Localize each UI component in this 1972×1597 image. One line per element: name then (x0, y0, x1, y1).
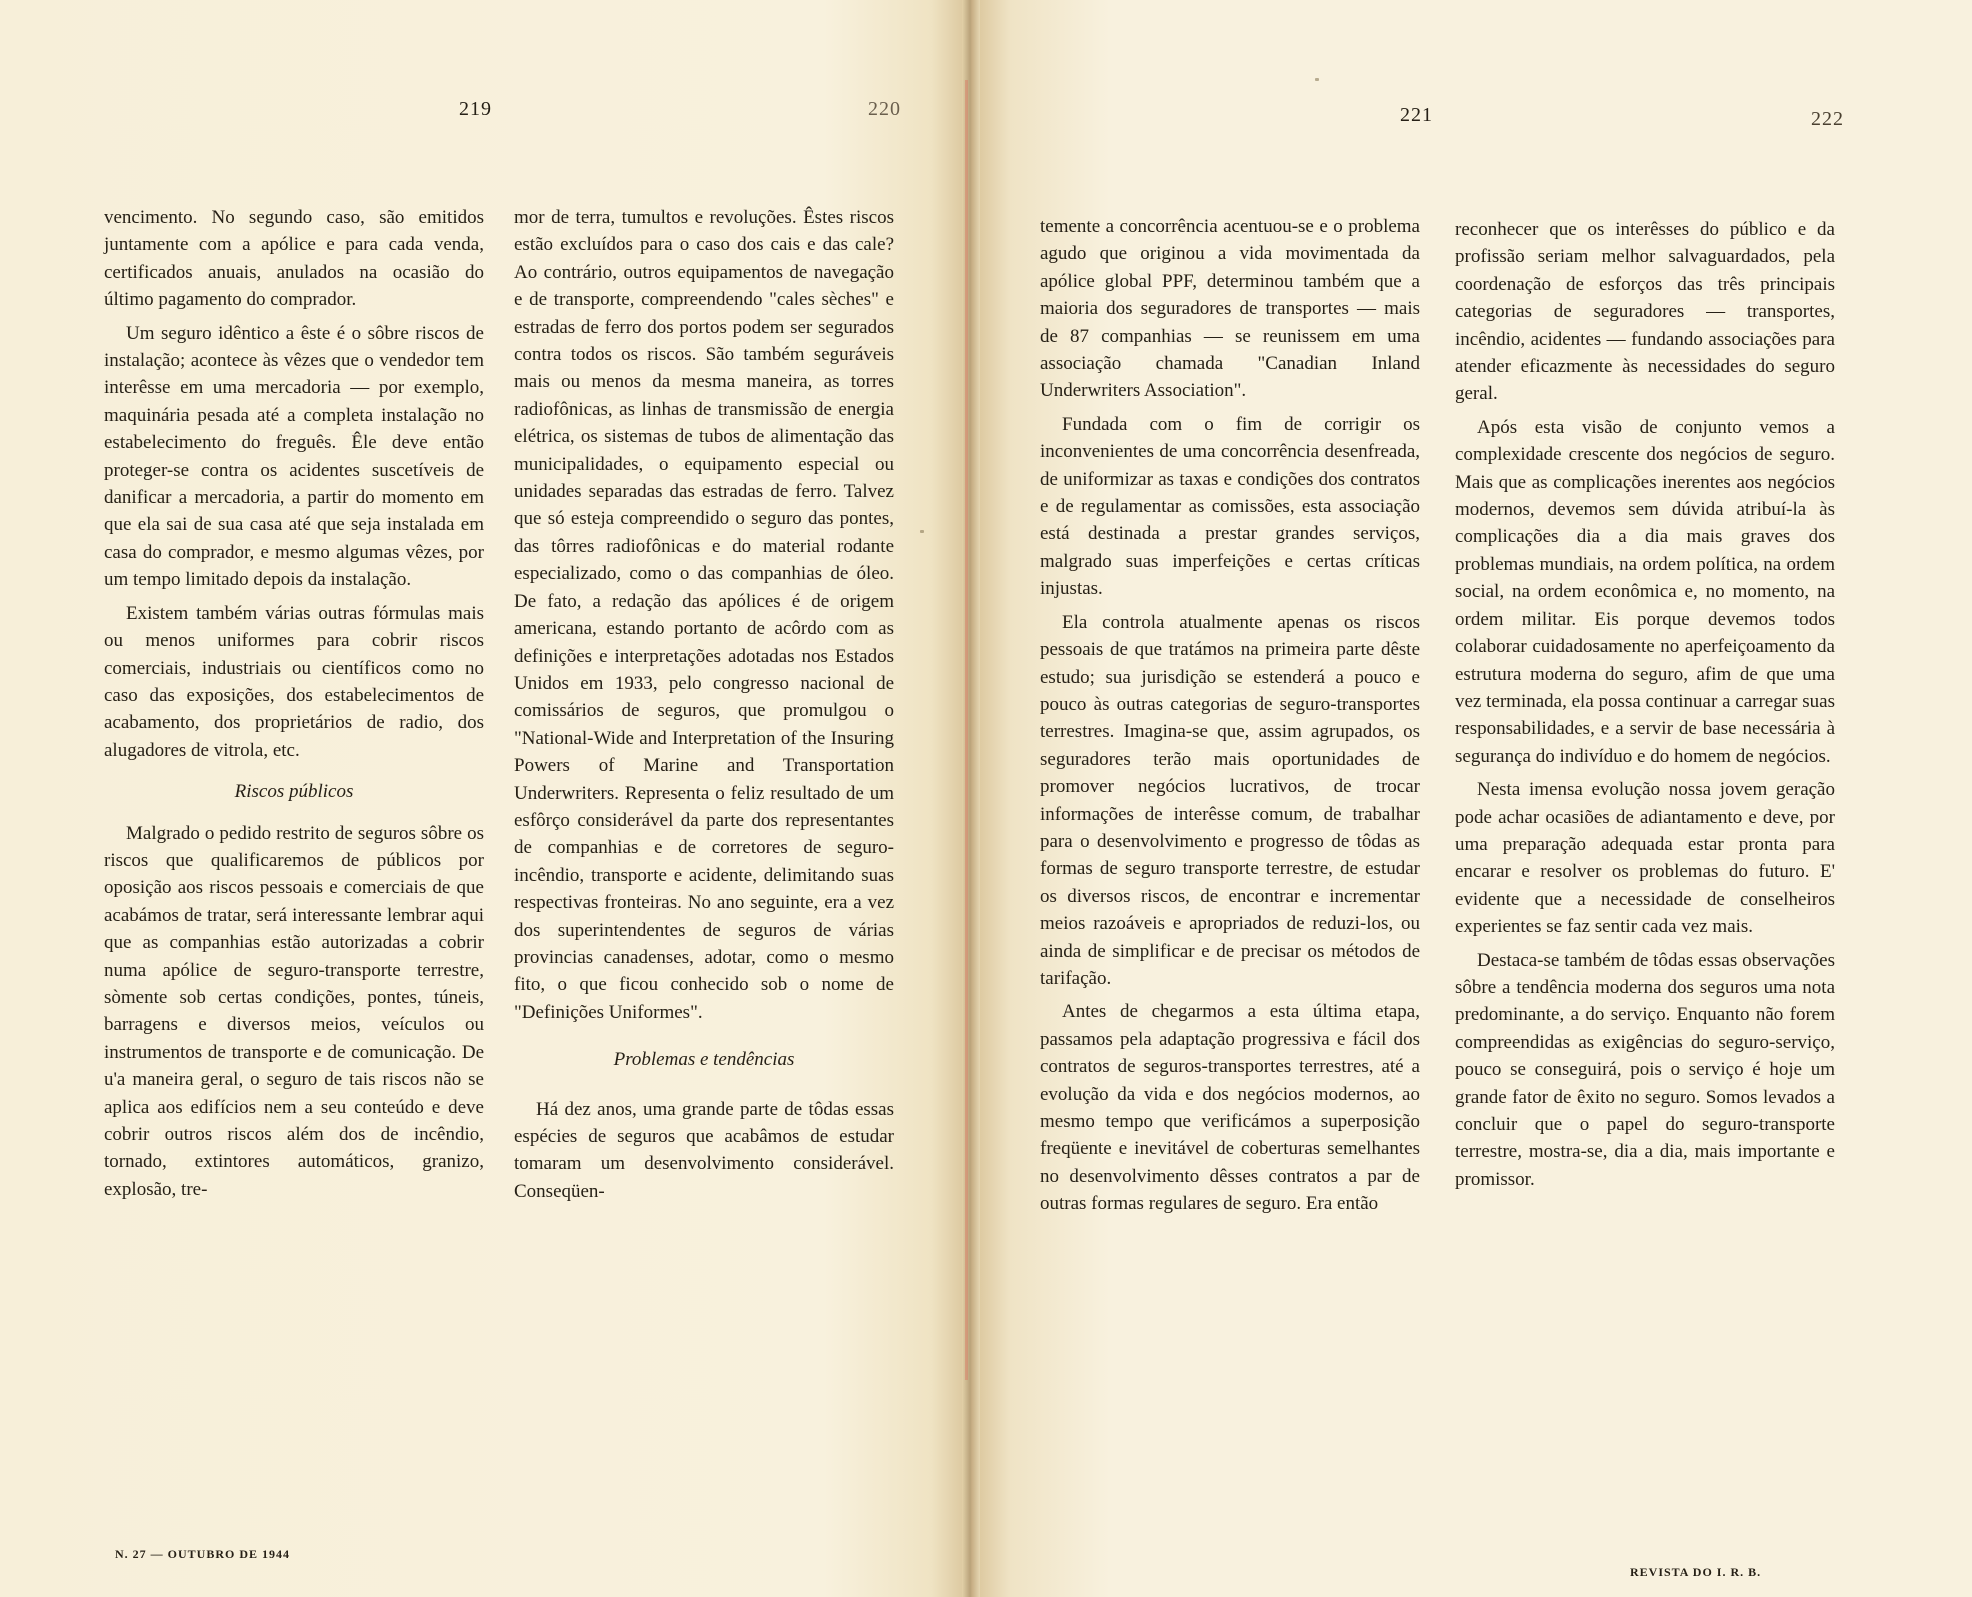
page-number-219: 219 (459, 98, 492, 120)
paragraph: Existem também várias outras fórmulas mais ou menos uniformes para cobrir riscos comerciais, industriais ou científicos como no caso das exposições, dos estabelecimentos de acabamento, dos proprietários de radio, dos alugadores de vitrola, etc. (104, 602, 484, 761)
section-heading: Riscos públicos (234, 781, 354, 803)
paragraph: Há dez anos, uma grande parte de tôdas essas espécies de seguros que acabâmos de estudar tomaram um desenvolvimento considerável. Conseqüen- (514, 1098, 894, 1202)
page-number-222: 222 (1811, 108, 1844, 130)
paragraph: reconhecer que os interêsses do público e da profissão seriam melhor salvaguardados, pela coordenação de esforços das três principais categorias de seguradores — transportes, incêndio, acidentes — fundando associações para atender eficazmente às necessidades do seguro geral. (1455, 219, 1835, 405)
page-number-221: 221 (1400, 104, 1433, 126)
footer-issue: N. 27 — OUTUBRO DE 1944 (115, 1547, 291, 1561)
paragraph: Nesta imensa evolução nossa jovem geração pode achar ocasiões de adiantamento e deve, por uma preparação adequada estar pronta para encarar e resolver os problemas do futuro. E' evidente que a necessidade de conselheiros experientes se faz sentir cada vez mais. (1455, 779, 1835, 938)
column-page-220 (514, 204, 894, 1211)
paragraph: Um seguro idêntico a êste é o sôbre riscos de instalação; acontece às vêzes que o vendedor tem interêsse em uma mercadoria — por exemplo, maquinária pesada até a completa instalação no estabelecimento do freguês. Êle deve então proteger-se contra os acidentes suscetíveis de danificar a mercadoria, a partir do momento em que ela sai de sua casa até que seja instalada em casa do comprador, e mesmo algumas vêzes, por um tempo limitado depois da instalação. (104, 322, 484, 591)
spine-stain (965, 80, 968, 1380)
paragraph: Malgrado o pedido restrito de seguros sôbre os riscos que qualificaremos de públicos por oposição aos riscos pessoais e comerciais de que acabámos de tratar, será interessante lembrar aqui que as companhias estão autorizadas a cobrir numa apólice de seguro-transporte terrestre, sòmente sob certas condições, pontes, túneis, barragens e diversos meios, veículos ou instrumentos de transporte e de comunicação. De u'a maneira geral, o seguro de tais riscos não se aplica aos edifícios nem a seu conteúdo e deve cobrir outros riscos além dos de incêndio, tornado, extintores automáticos, granizo, explosão, tre- (104, 822, 484, 1200)
paper-speck (920, 530, 924, 533)
paragraph: temente a concorrência acentuou-se e o problema agudo que originou a vida movimentada da apólice global PPF, determinou também que a maioria dos seguradores de transportes — mais de 87 companhias — se reunissem em uma associação chamada "Canadian Inland Underwriters Association". (1040, 216, 1420, 402)
column-page-219 (104, 204, 484, 1209)
footer-journal: REVISTA DO I. R. B. (1630, 1565, 1762, 1579)
paragraph: Após esta visão de conjunto vemos a complexidade crescente dos negócios de seguro. Mais que as complicações inerentes aos negócios modernos, devemos sem dúvida atribuí-la às complicações dia a dia mais graves dos problemas mundiais, na ordem política, na ordem social, na ordem econômica e, no momento, na ordem militar. Eis porque devemos todos colaborar cuidadosamente no aperfeiçoamento da estrutura moderna do seguro, afim de que uma vez terminada, ela possa continuar a carregar suas responsabilidades, e a servir de base necessária à segurança do indivíduo e do homem de negócios. (1455, 416, 1835, 767)
column-page-222 (1455, 216, 1835, 1199)
paragraph: Destaca-se também de tôdas essas observações sôbre a tendência moderna dos seguros uma nota predominante, a do serviço. Enquanto não forem compreendidas as exigências do seguro-serviço, pouco se conseguirá, pois o serviço é hoje um grande fator de êxito no seguro. Somos levados a concluir que o papel do seguro-transporte terrestre, mostra-se, dia a dia, mais importante e promissor. (1455, 949, 1835, 1190)
paragraph: Fundada com o fim de corrigir os inconvenientes de uma concorrência desenfreada, de uniformizar as taxas e condições dos contratos e de regulamentar as comissões, esta associação está destinada a prestar grandes serviços, malgrado suas imperfeições e certas críticas injustas. (1040, 413, 1420, 600)
paragraph: Ela controla atualmente apenas os riscos pessoais de que tratámos na primeira parte dêste estudo; sua jurisdição se estenderá a pouco e pouco às outras categorias de seguro-transportes terrestres. Imagina-se que, assim agrupados, os seguradores terão mais oportunidades de promover negócios lucrativos, de trocar informações de interêsse comum, de trabalhar para o desenvolvimento e progresso de tôdas as formas de seguro transporte terrestre, de estudar os diversos riscos, de encontrar e incrementar meios razoáveis e apropriados de reduzi-los, ou ainda de simplificar e de precisar os métodos de tarifação. (1040, 611, 1420, 989)
paper-speck (1315, 78, 1319, 81)
paragraph: Antes de chegarmos a esta última etapa, passamos pela adaptação progressiva e fácil dos contratos de seguros-transportes terrestres, até a evolução da vida e dos negócios modernos, ao mesmo tempo que verificámos a superposição freqüente e inevitável de coberturas semelhantes no desenvolvimento dêsses contratos a par de outras formas regulares de seguro. Era então (1040, 1001, 1420, 1215)
paragraph: vencimento. No segundo caso, são emitidos juntamente com a apólice e para cada venda, certificados anuais, anulados na ocasião do último pagamento do comprador. (104, 207, 484, 311)
paragraph: mor de terra, tumultos e revoluções. Êstes riscos estão excluídos para o caso dos cais e das cale? Ao contrário, outros equipamentos de navegação e de transporte, compreendendo "cales sèches" e estradas de ferro dos portos podem ser segurados contra todos os riscos. São também seguráveis mais ou menos da mesma maneira, as torres radiofônicas, as linhas de transmissão de energia elétrica, os sistemas de tubos de alimentação das municipalidades, o equipamento especial ou unidades separadas das estradas de ferro. Talvez que só esteja compreendido o seguro das pontes, das tôrres radiofônicas e do material rodante especializado, como o das companhias de óleo. De fato, a redação das apólices é de origem americana, estando portanto de acôrdo com as definições e interpretações adotadas nos Estados Unidos em 1933, pelo congresso nacional de comissários de seguros, que promulgou o "National-Wide and Interpretation of the Insuring Powers of Marine and Transportation Underwriters. Representa o feliz resultado de um esfôrço considerável da parte dos representantes de companhias e de corretores de seguro-incêndio, transporte e acidente, delimitando suas respectivas fronteiras. No ano seguinte, era a vez dos superintendentes de seguros de várias provincias canadenses, adotar, como o mesmo fito, o que ficou conhecido sob o nome de "Definições Uniformes". (514, 207, 894, 1023)
column-page-221 (1040, 213, 1420, 1224)
section-heading: Problemas e tendências (613, 1049, 795, 1071)
page-number-220: 220 (868, 98, 901, 120)
